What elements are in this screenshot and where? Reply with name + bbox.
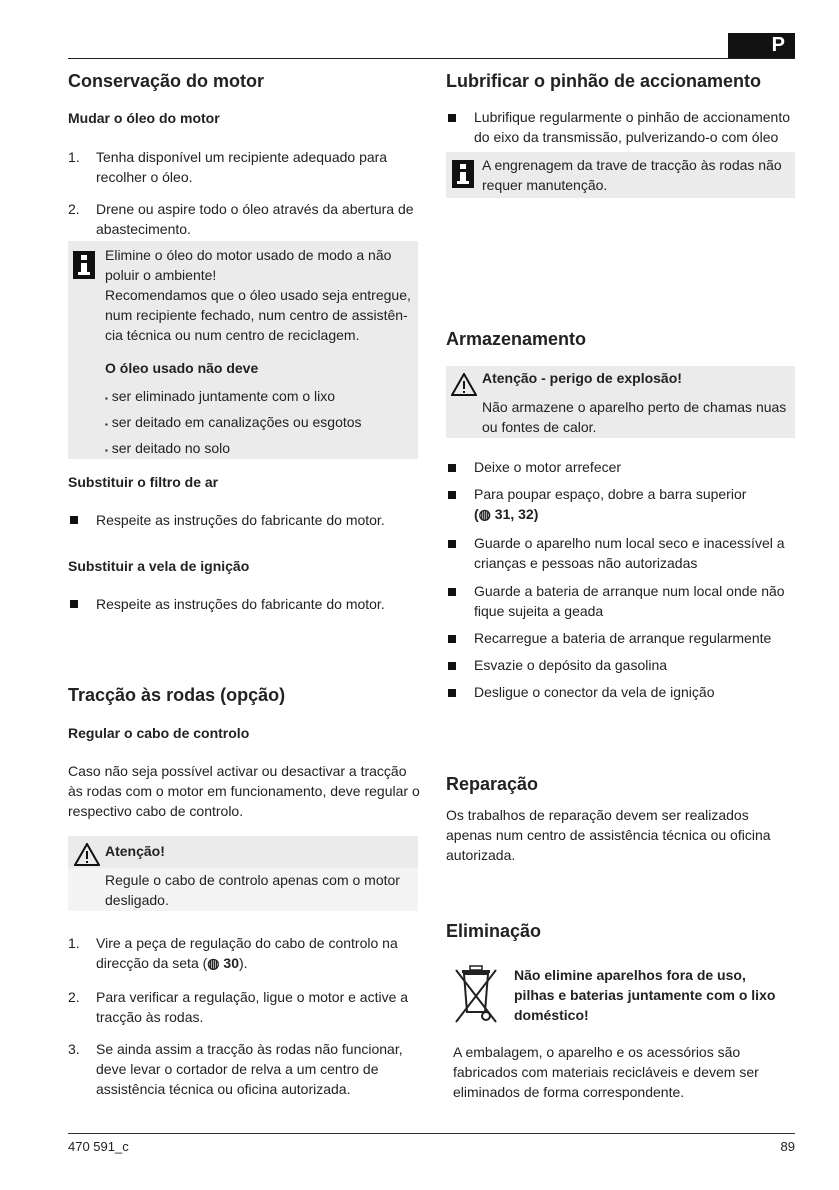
warning-icon — [74, 843, 100, 866]
crossed-bin-icon — [452, 964, 500, 1026]
list-item: 2. Drene ou aspire todo o óleo através da abertura de abastecimento. — [68, 201, 414, 237]
footer-rule — [68, 1133, 795, 1134]
list-item: 1. Tenha disponível um recipiente adequado para recolher o óleo. — [68, 149, 388, 185]
heading-eliminacao: Eliminação — [446, 921, 542, 941]
eliminacao-warning: Não elimine aparelhos fora de uso, pilhas e baterias juntamente com o lixo doméstico! — [514, 967, 776, 1023]
filtro-text: Respeite as instruções do fabricante do motor. — [96, 512, 385, 528]
reparacao-paragraph: Os trabalhos de reparação devem ser realizados apenas num centro de assistência técnica ou oficina autorizada. — [446, 807, 771, 863]
info-text: Elimine o óleo do motor usado de modo a não poluir o ambiente! Recomendamos que o óleo usado seja entregue, num recipiente fechado, num centro de assistên- cia técnica ou num centro de reciclagem. — [105, 247, 411, 343]
list-item: Deixe o motor arrefecer — [474, 459, 622, 475]
list-item: Guarde o aparelho num local seco e inacessível a crianças e pessoas não autorizadas — [474, 535, 785, 571]
bullet-square — [448, 464, 456, 472]
language-tab: P — [728, 33, 795, 59]
list-item: 3. Se ainda assim a tracção às rodas não funcionar, deve levar o cortador de relva a um centro de assistência técnica ou oficina autorizada. — [68, 1041, 403, 1097]
document-id: 470 591_c — [68, 1139, 129, 1154]
heading-armazenamento: Armazenamento — [446, 329, 587, 349]
eliminacao-paragraph: A embalagem, o aparelho e os acessórios são fabricados com materiais recicláveis e devem ser eliminados de forma correspondente. — [453, 1044, 759, 1100]
header-rule — [68, 58, 795, 59]
heading-traccao: Tracção às rodas (opção) — [68, 685, 286, 705]
bullet-square — [448, 689, 456, 697]
heading-reparacao: Reparação — [446, 774, 539, 794]
warning-title: Atenção! — [105, 843, 165, 859]
heading-conservacao: Conservação do motor — [68, 71, 265, 91]
info-list: ▪ ser eliminado juntamente com o lixo ▪ ser deitado em canalizações ou esgotos ▪ ser deitado no solo — [105, 388, 362, 456]
lub-info-text: A engrenagem da trave de tracção às rodas não requer manutenção. — [482, 157, 782, 193]
figure-ref: 30 — [223, 955, 239, 971]
warning-text: Regule o cabo de controlo apenas com o motor desligado. — [105, 872, 400, 908]
bullet-square — [70, 516, 78, 524]
lub-text: Lubrifique regularmente o pinhão de accionamento do eixo da transmissão, pulverizando-o com óleo — [474, 109, 790, 145]
heading-lubrificar: Lubrificar o pinhão de accionamento — [446, 71, 762, 91]
figure-ref: 31, 32 — [494, 506, 534, 522]
bullet-square — [448, 491, 456, 499]
regular-paragraph: Caso não seja possível activar ou desactivar a tracção às rodas com o motor em funcionamento, deve regular o respectivo cabo de controlo. — [68, 763, 420, 819]
bullet-square — [448, 114, 456, 122]
list-item: Guarde a bateria de arranque num local onde não fique sujeita a geada — [474, 583, 785, 619]
warning-text: Não armazene o aparelho perto de chamas nuas ou fontes de calor. — [482, 399, 787, 435]
list-item: Para poupar espaço, dobre a barra superior (◍ 31, 32) — [474, 486, 747, 522]
heading-filtro: Substituir o filtro de ar — [68, 474, 219, 490]
list-item: Desligue o conector da vela de ignição — [474, 684, 715, 700]
warning-icon — [451, 373, 477, 396]
heading-mudar-oleo: Mudar o óleo do motor — [68, 110, 220, 126]
vela-text: Respeite as instruções do fabricante do motor. — [96, 596, 385, 612]
warning-title: Atenção - perigo de explosão! — [482, 370, 682, 386]
list-item: 2. Para verificar a regulação, ligue o motor e active a tracção às rodas. — [68, 989, 409, 1025]
info-subhead: O óleo usado não deve — [105, 360, 259, 376]
list-item: 1. Vire a peça de regulação do cabo de controlo na direcção da seta (◍ 30). — [68, 935, 398, 971]
bullet-square — [448, 635, 456, 643]
bullet-square — [448, 588, 456, 596]
bullet-square — [448, 662, 456, 670]
info-icon — [452, 160, 474, 188]
bullet-square — [448, 540, 456, 548]
list-item: Recarregue a bateria de arranque regularmente — [474, 630, 772, 646]
heading-vela: Substituir a vela de ignição — [68, 558, 250, 574]
bullet-square — [70, 600, 78, 608]
list-item: Esvazie o depósito da gasolina — [474, 657, 668, 673]
heading-regular: Regular o cabo de controlo — [68, 725, 250, 741]
page-number: 89 — [780, 1139, 795, 1154]
info-icon — [73, 251, 95, 279]
